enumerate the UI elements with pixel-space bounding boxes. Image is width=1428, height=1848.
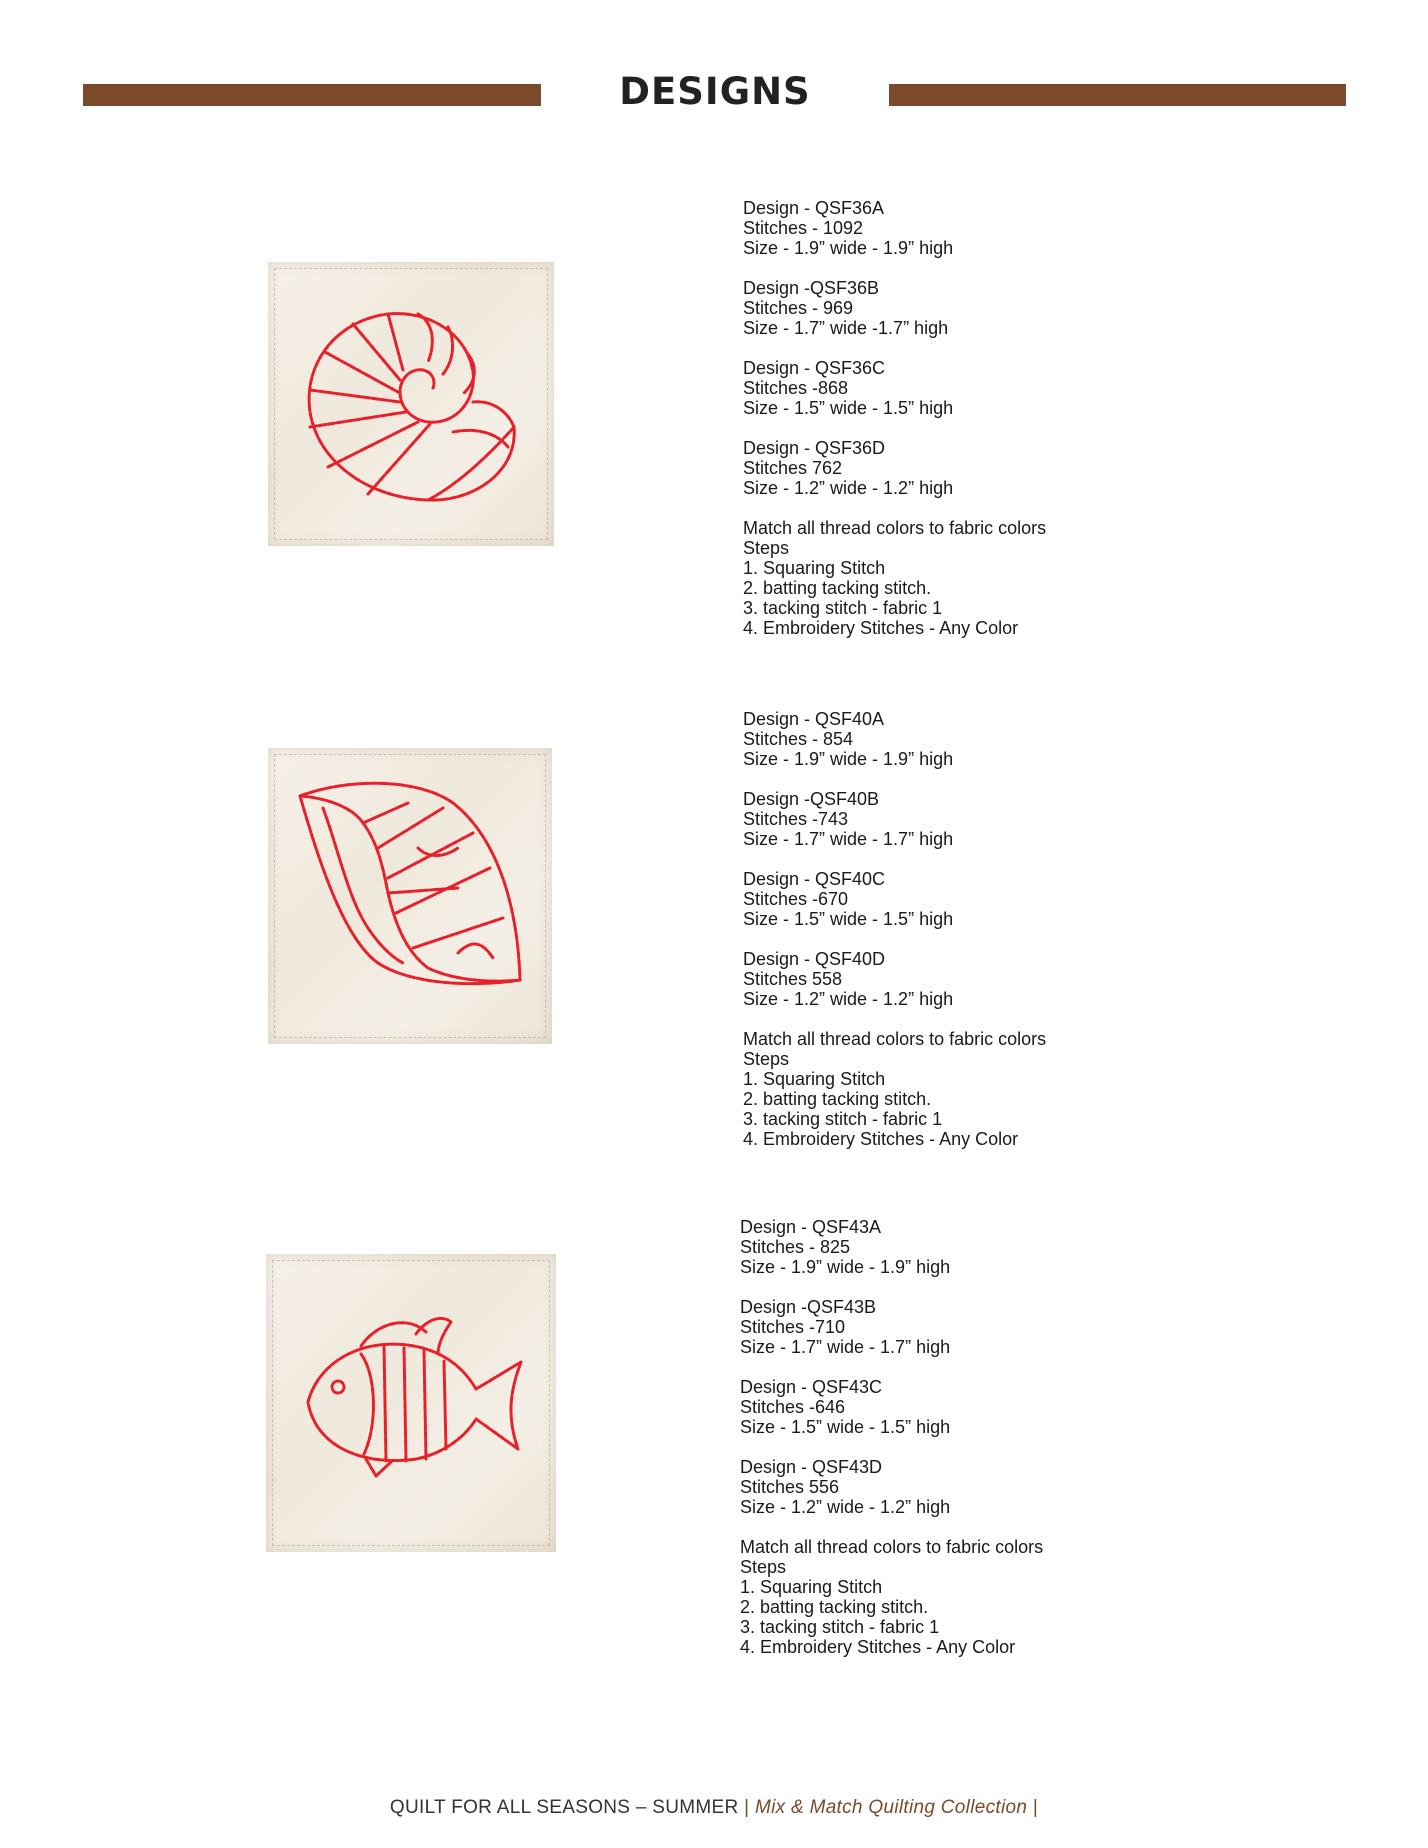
fish-embroidery-image — [266, 1254, 556, 1552]
footer-collection: Mix & Match Quilting Collection — [754, 1797, 1028, 1818]
step-item: 4. Embroidery Stitches - Any Color — [743, 1129, 1019, 1149]
thread-color-note: Match all thread colors to fabric colors — [740, 1537, 1044, 1557]
design-spec — [743, 789, 1046, 849]
design-code: Design - QSF40A — [743, 709, 885, 729]
design-size: Size - 1.7” wide - 1.7” high — [740, 1337, 951, 1357]
design-code: Design - QSF40C — [743, 869, 886, 889]
design-code: Design - QSF36D — [743, 438, 886, 458]
step-item: 2. batting tacking stitch. — [743, 578, 932, 598]
thread-color-note: Match all thread colors to fabric colors — [743, 1029, 1047, 1049]
design-size: Size - 1.5” wide - 1.5” high — [740, 1417, 951, 1437]
design-spec — [740, 1457, 1043, 1517]
design-size: Size - 1.5” wide - 1.5” high — [743, 398, 954, 418]
page-title: DESIGNS — [619, 70, 811, 113]
stitch-count: Stitches 556 — [740, 1477, 840, 1497]
step-item: 2. batting tacking stitch. — [743, 1089, 932, 1109]
steps-label: Steps — [740, 1557, 787, 1577]
design-spec — [743, 358, 1046, 418]
design-size: Size - 1.9” wide - 1.9” high — [743, 749, 954, 769]
stitch-count: Stitches -743 — [743, 809, 849, 829]
design-size: Size - 1.7” wide -1.7” high — [743, 318, 949, 338]
step-item: 3. tacking stitch - fabric 1 — [743, 598, 943, 618]
page-footer — [0, 1797, 1428, 1819]
design-code: Design - QSF43A — [740, 1217, 882, 1237]
design-code: Design - QSF43C — [740, 1377, 883, 1397]
design-spec — [743, 869, 1046, 929]
stitch-count: Stitches - 1092 — [743, 218, 864, 238]
nautilus-shell-embroidery-image — [268, 262, 554, 546]
design-spec — [743, 198, 1046, 258]
design-spec — [743, 278, 1046, 338]
step-item: 4. Embroidery Stitches - Any Color — [740, 1637, 1016, 1657]
step-item: 1. Squaring Stitch — [740, 1577, 883, 1597]
design-size: Size - 1.5” wide - 1.5” high — [743, 909, 954, 929]
design-spec — [740, 1377, 1043, 1437]
stitch-count: Stitches 762 — [743, 458, 843, 478]
stitch-count: Stitches 558 — [743, 969, 843, 989]
design-size: Size - 1.2” wide - 1.2” high — [740, 1497, 951, 1517]
design-spec — [740, 1297, 1043, 1357]
design-code: Design -QSF36B — [743, 278, 880, 298]
step-item: 1. Squaring Stitch — [743, 1069, 886, 1089]
instructions — [740, 1537, 1043, 1657]
design-size: Size - 1.2” wide - 1.2” high — [743, 478, 954, 498]
header-rule-right — [889, 84, 1346, 106]
design-info-fish — [740, 1217, 1043, 1657]
design-spec — [743, 438, 1046, 498]
stitch-count: Stitches -868 — [743, 378, 849, 398]
design-spec — [743, 949, 1046, 1009]
step-item: 4. Embroidery Stitches - Any Color — [743, 618, 1019, 638]
design-code: Design - QSF36A — [743, 198, 885, 218]
fish-icon — [266, 1254, 556, 1552]
footer-separator: | — [744, 1797, 750, 1818]
design-info-shell — [743, 198, 1046, 638]
design-code: Design -QSF43B — [740, 1297, 877, 1317]
step-item: 3. tacking stitch - fabric 1 — [740, 1617, 940, 1637]
design-code: Design -QSF40B — [743, 789, 880, 809]
leaf-icon — [268, 748, 552, 1044]
design-spec — [743, 709, 1046, 769]
header-rule-left — [83, 84, 541, 106]
design-code: Design - QSF36C — [743, 358, 886, 378]
design-code: Design - QSF40D — [743, 949, 886, 969]
step-item: 2. batting tacking stitch. — [740, 1597, 929, 1617]
instructions — [743, 1029, 1046, 1149]
design-size: Size - 1.9” wide - 1.9” high — [743, 238, 954, 258]
stitch-count: Stitches -710 — [740, 1317, 846, 1337]
thread-color-note: Match all thread colors to fabric colors — [743, 518, 1047, 538]
footer-title: QUILT FOR ALL SEASONS – SUMMER — [389, 1797, 739, 1818]
stitch-count: Stitches - 854 — [743, 729, 854, 749]
steps-label: Steps — [743, 1049, 790, 1069]
stitch-count: Stitches -670 — [743, 889, 849, 909]
footer-separator: | — [1032, 1797, 1039, 1818]
design-size: Size - 1.2” wide - 1.2” high — [743, 989, 954, 1009]
step-item: 3. tacking stitch - fabric 1 — [743, 1109, 943, 1129]
design-spec — [740, 1217, 1043, 1277]
design-size: Size - 1.7” wide - 1.7” high — [743, 829, 954, 849]
leaf-embroidery-image — [268, 748, 552, 1044]
instructions — [743, 518, 1046, 638]
stitch-count: Stitches - 969 — [743, 298, 854, 318]
steps-label: Steps — [743, 538, 790, 558]
stitch-count: Stitches -646 — [740, 1397, 846, 1417]
step-item: 1. Squaring Stitch — [743, 558, 886, 578]
design-code: Design - QSF43D — [740, 1457, 883, 1477]
stitch-count: Stitches - 825 — [740, 1237, 851, 1257]
design-size: Size - 1.9” wide - 1.9” high — [740, 1257, 951, 1277]
nautilus-shell-icon — [268, 262, 554, 546]
design-info-leaf — [743, 709, 1046, 1149]
